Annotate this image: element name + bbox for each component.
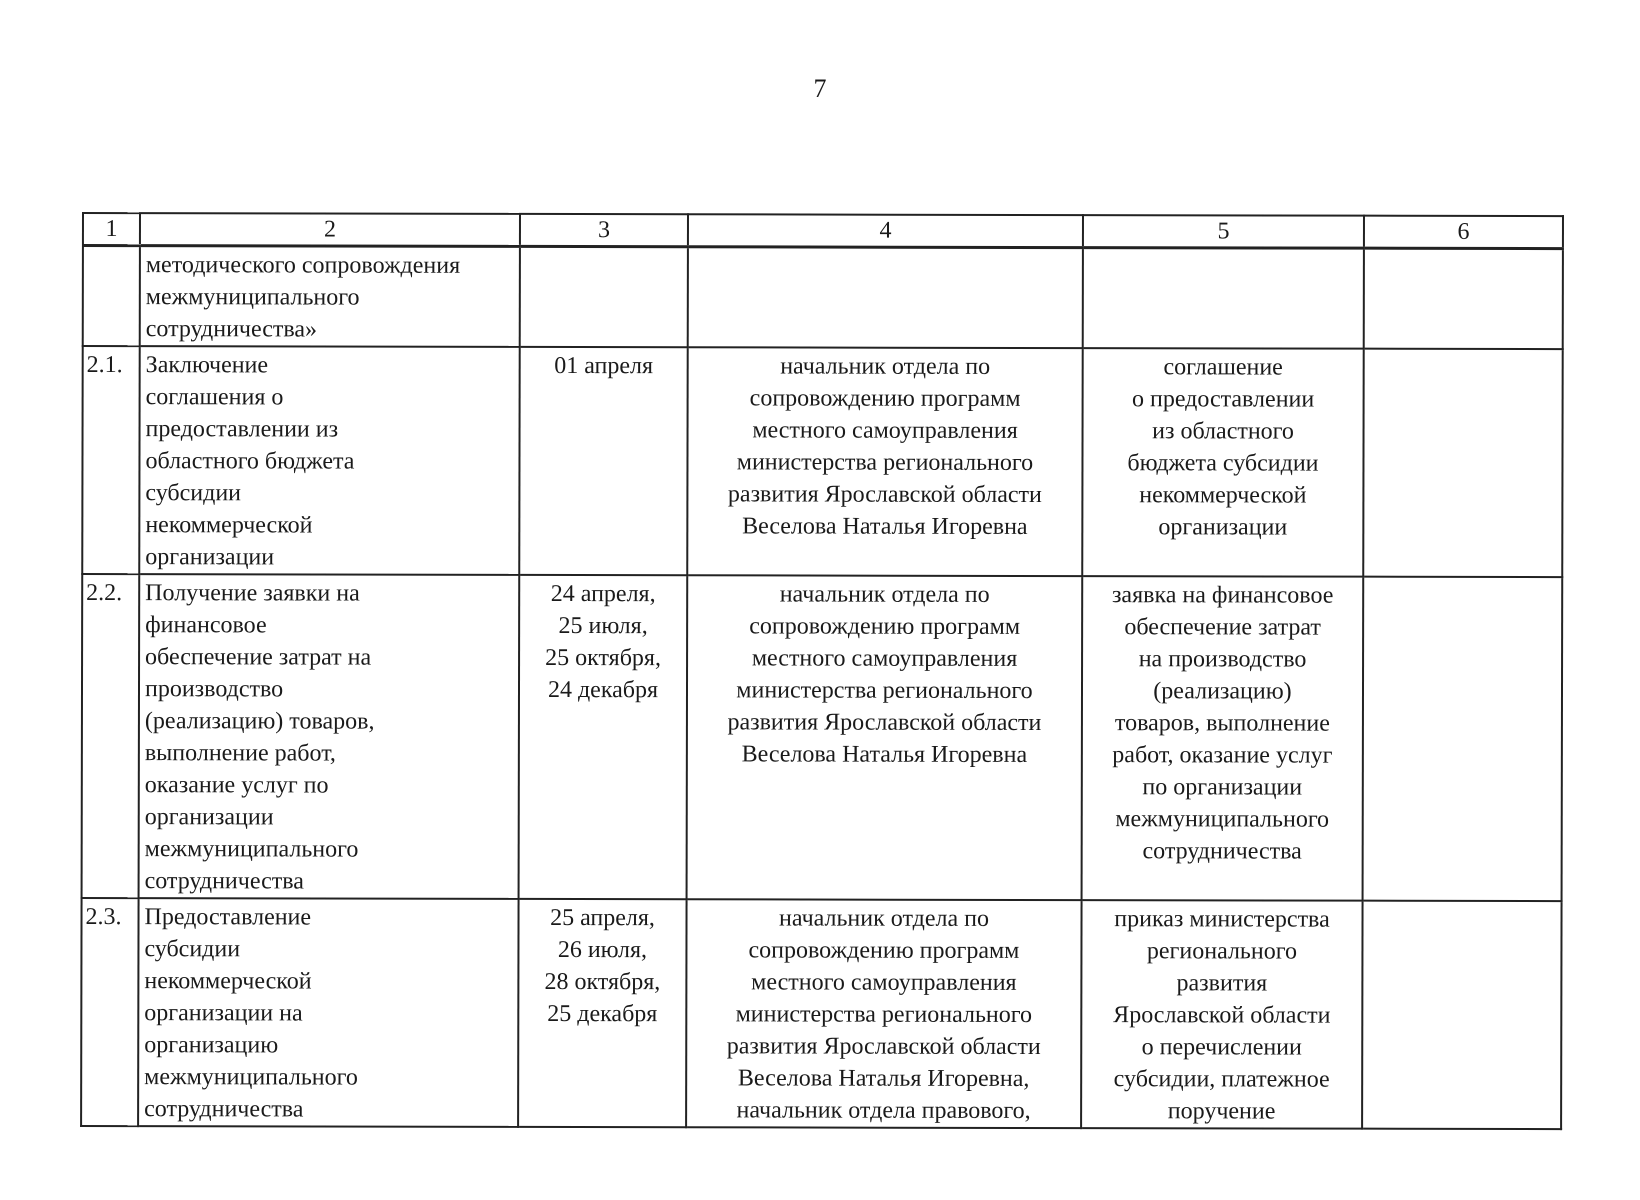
table-row-continuation [83,246,1563,350]
result-cell: заявка на финансовое обеспечение затрат на производство (реализацию) товаров, выполнение работ, оказание услуг по организации межмуниципального сотрудничества [1082,576,1364,901]
header-col-5: 5 [1083,215,1364,248]
header-col-1: 1 [83,213,140,246]
row-number: 2.3. [81,898,138,1126]
action-cell: Заключение соглашения о предоставлении из областного бюджета субсидии некоммерческой организации [139,346,519,575]
note-cell [1363,349,1562,577]
action-cell: методического сопровождения межмуниципального сотрудничества» [140,246,520,347]
responsible-cell: начальник отдела по сопровождению программ местного самоуправления министерства регионального развития Ярославской области Веселова Наталья Игоревна [687,347,1082,576]
header-col-2: 2 [140,213,520,246]
responsible-cell [688,247,1083,348]
action-cell: Предоставление субсидии некоммерческой организации на организацию межмуниципального сотрудничества [138,898,518,1127]
result-cell [1083,248,1364,349]
note-cell [1364,248,1563,349]
table-row-2-2 [82,574,1563,901]
responsible-cell: начальник отдела по сопровождению программ местного самоуправления министерства регионального развития Ярославской области Веселова Наталья Игоревна, начальник отдела правового, [686,899,1081,1128]
page-number: 7 [813,74,827,103]
action-cell: Получение заявки на финансовое обеспечение затрат на производство (реализацию) товаров, выполнение работ, оказание услуг по организации межмуниципального сотрудничества [139,574,520,899]
header-row [83,213,1563,249]
row-number: 2.1. [82,346,139,574]
date-cell: 01 апреля [519,347,687,575]
note-cell [1362,901,1561,1129]
note-cell [1363,577,1563,901]
date-cell: 24 апреля, 25 июля, 25 октября, 24 декабря [519,575,688,899]
table-row-2-3 [81,898,1561,1129]
result-cell: приказ министерства регионального развития Ярославской области о перечислении субсидии, платежное поручение [1081,900,1362,1129]
result-cell: соглашение о предоставлении из областного бюджета субсидии некоммерческой организации [1082,348,1363,577]
row-number [83,246,140,347]
header-col-3: 3 [520,214,688,247]
responsible-cell: начальник отдела по сопровождению программ местного самоуправления министерства регионального развития Ярославской области Веселова Наталья Игоревна [687,575,1083,900]
row-number: 2.2. [82,574,140,898]
header-col-4: 4 [688,214,1083,247]
header-col-6: 6 [1364,216,1563,249]
date-cell: 25 апреля, 26 июля, 28 октября, 25 декабря [518,899,686,1127]
plan-table [80,212,1564,1130]
date-cell [520,246,688,347]
table-row-2-1 [82,346,1562,577]
